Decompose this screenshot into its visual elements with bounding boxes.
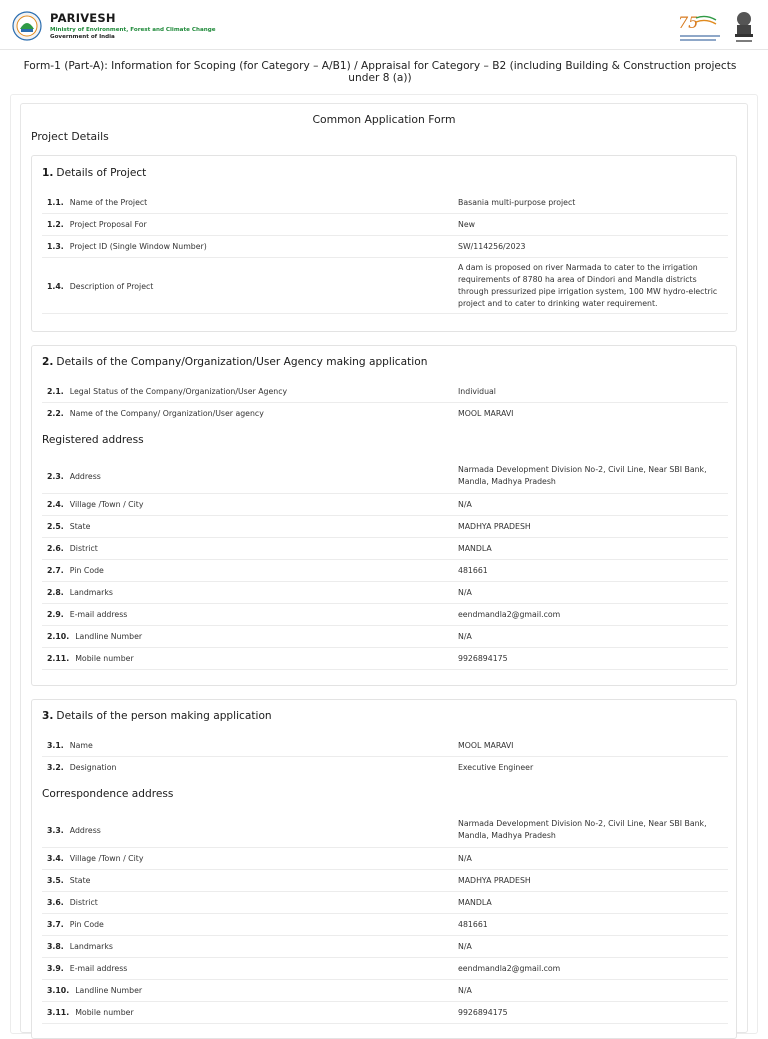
field-text: Pin Code bbox=[69, 920, 104, 929]
field-label bbox=[47, 632, 142, 641]
field-value: MADHYA PRADESH bbox=[458, 522, 531, 531]
table-row bbox=[42, 848, 728, 870]
table-row bbox=[42, 582, 728, 604]
field-text: Village /Town / City bbox=[69, 854, 144, 863]
field-value: Narmada Development Division No-2, Civil Line, Near SBI Bank, Mandla, Madhya Pradesh bbox=[458, 819, 707, 840]
field-text: Landline Number bbox=[75, 986, 143, 995]
section-project-details bbox=[31, 155, 737, 332]
table-row bbox=[42, 494, 728, 516]
table-row bbox=[42, 403, 728, 425]
field-text: Pin Code bbox=[69, 566, 104, 575]
field-label bbox=[47, 876, 90, 885]
field-text: E-mail address bbox=[69, 610, 128, 619]
field-label bbox=[47, 942, 113, 951]
table-row bbox=[42, 560, 728, 582]
field-text: Mobile number bbox=[75, 654, 134, 663]
table-row bbox=[42, 192, 728, 214]
field-value: 9926894175 bbox=[458, 654, 508, 663]
item-number: 3.4. bbox=[47, 854, 64, 863]
item-number: 3.9. bbox=[47, 964, 64, 973]
form-title bbox=[10, 60, 750, 84]
item-number: 2.4. bbox=[47, 500, 64, 509]
project-details-heading: Project Details bbox=[31, 130, 109, 143]
field-value: 9926894175 bbox=[458, 1008, 508, 1017]
item-number: 2.11. bbox=[47, 654, 70, 663]
item-number: 2.5. bbox=[47, 522, 64, 531]
table-row bbox=[42, 626, 728, 648]
item-number: 3.2. bbox=[47, 763, 64, 772]
section-1-title bbox=[42, 167, 146, 179]
field-text: Project Proposal For bbox=[69, 220, 147, 229]
table-row bbox=[42, 1002, 728, 1024]
field-label bbox=[47, 522, 90, 531]
item-number: 2.3. bbox=[47, 472, 64, 481]
item-number: 3.8. bbox=[47, 942, 64, 951]
item-number: 2.2. bbox=[47, 409, 64, 418]
field-label bbox=[47, 544, 98, 553]
item-number: 3.5. bbox=[47, 876, 64, 885]
field-value: MADHYA PRADESH bbox=[458, 876, 531, 885]
table-row bbox=[42, 958, 728, 980]
field-label bbox=[47, 198, 147, 207]
field-text: Project ID (Single Window Number) bbox=[69, 242, 207, 251]
table-row bbox=[42, 458, 728, 494]
site-header bbox=[0, 0, 768, 50]
field-value: MANDLA bbox=[458, 544, 492, 553]
item-number: 2. bbox=[42, 356, 54, 368]
field-text: Details of the person making application bbox=[56, 710, 272, 722]
field-text: District bbox=[69, 898, 98, 907]
table-row bbox=[42, 214, 728, 236]
field-text: Legal Status of the Company/Organization/User Agency bbox=[69, 387, 288, 396]
field-value: MOOL MARAVI bbox=[458, 741, 514, 750]
item-number: 3.3. bbox=[47, 826, 64, 835]
field-text: Mobile number bbox=[75, 1008, 134, 1017]
azadi-ka-amrit-mahotsav-icon bbox=[676, 12, 724, 46]
field-value: New bbox=[458, 220, 476, 229]
field-text: Name bbox=[69, 741, 93, 750]
parivesh-logo-icon[interactable] bbox=[12, 11, 42, 41]
field-text: Village /Town / City bbox=[69, 500, 144, 509]
svg-text:75: 75 bbox=[678, 13, 699, 32]
item-number: 3.6. bbox=[47, 898, 64, 907]
item-number: 1.4. bbox=[47, 282, 64, 291]
item-number: 2.7. bbox=[47, 566, 64, 575]
field-label bbox=[47, 763, 116, 772]
field-value: 481661 bbox=[458, 920, 488, 929]
field-text: Landmarks bbox=[69, 588, 113, 597]
field-value: N/A bbox=[458, 854, 472, 863]
field-value: eendmandla2@gmail.com bbox=[458, 610, 561, 619]
government-name: Government of India bbox=[50, 34, 115, 40]
item-number: 3.10. bbox=[47, 986, 70, 995]
field-value: SW/114256/2023 bbox=[458, 242, 526, 251]
field-label bbox=[47, 282, 153, 291]
table-row bbox=[42, 757, 728, 779]
item-number: 1.2. bbox=[47, 220, 64, 229]
field-label bbox=[47, 500, 143, 509]
field-label bbox=[47, 986, 142, 995]
field-label bbox=[47, 654, 134, 663]
item-number: 3.1. bbox=[47, 741, 64, 750]
table-row bbox=[42, 604, 728, 626]
brand-block bbox=[50, 11, 216, 40]
field-value: Individual bbox=[458, 387, 496, 396]
field-text: Landline Number bbox=[75, 632, 143, 641]
field-value: N/A bbox=[458, 588, 472, 597]
field-label bbox=[47, 920, 104, 929]
field-value: N/A bbox=[458, 632, 472, 641]
item-number: 3.7. bbox=[47, 920, 64, 929]
field-label bbox=[47, 472, 101, 481]
field-label bbox=[47, 1008, 134, 1017]
item-number: 1.1. bbox=[47, 198, 64, 207]
item-number: 2.1. bbox=[47, 387, 64, 396]
field-text: Name of the Company/ Organization/User agency bbox=[69, 409, 264, 418]
item-number: 2.9. bbox=[47, 610, 64, 619]
field-label bbox=[47, 566, 104, 575]
field-text: Details of Project bbox=[56, 167, 147, 179]
field-text: State bbox=[69, 522, 91, 531]
item-number: 2.6. bbox=[47, 544, 64, 553]
field-label bbox=[47, 610, 127, 619]
field-value: MANDLA bbox=[458, 898, 492, 907]
field-value: N/A bbox=[458, 942, 472, 951]
correspondence-address-heading: Correspondence address bbox=[42, 788, 174, 800]
table-row bbox=[42, 870, 728, 892]
field-label bbox=[47, 826, 101, 835]
field-value: Basania multi-purpose project bbox=[458, 198, 576, 207]
form-title-line-1: Form-1 (Part-A): Information for Scoping (for Category – A/B1) / Appraisal for Category – B2 (including Building & Construction projects bbox=[23, 60, 737, 72]
item-number: 2.10. bbox=[47, 632, 70, 641]
field-text: District bbox=[69, 544, 98, 553]
field-value: N/A bbox=[458, 500, 472, 509]
field-label bbox=[47, 220, 147, 229]
table-row bbox=[42, 980, 728, 1002]
field-label bbox=[47, 588, 113, 597]
national-emblem-icon bbox=[731, 10, 757, 46]
field-label bbox=[47, 964, 127, 973]
field-value: Executive Engineer bbox=[458, 763, 534, 772]
field-text: State bbox=[69, 876, 91, 885]
table-row bbox=[42, 648, 728, 670]
field-value: eendmandla2@gmail.com bbox=[458, 964, 561, 973]
section-2-title bbox=[42, 356, 427, 368]
field-text: Address bbox=[69, 472, 101, 481]
table-row bbox=[42, 516, 728, 538]
brand-name: PARIVESH bbox=[50, 11, 116, 25]
section-applicant-details bbox=[31, 699, 737, 1039]
field-text: Address bbox=[69, 826, 101, 835]
field-value: A dam is proposed on river Narmada to cater to the irrigation requirements of 8780 ha area of Dindori and Mandla districts through pressurized pipe irrigation system, 100 MW hydro-electric project and to cater to drinking water requirement. bbox=[458, 263, 718, 308]
registered-address-heading: Registered address bbox=[42, 434, 144, 446]
table-row bbox=[42, 258, 728, 314]
table-row bbox=[42, 812, 728, 848]
field-text: Details of the Company/Organization/User Agency making application bbox=[56, 356, 428, 368]
table-row bbox=[42, 236, 728, 258]
table-row bbox=[42, 892, 728, 914]
section-company-details bbox=[31, 345, 737, 686]
field-text: E-mail address bbox=[69, 964, 128, 973]
ministry-name: Ministry of Environment, Forest and Climate Change bbox=[50, 27, 216, 33]
form-heading: Common Application Form bbox=[312, 113, 456, 126]
field-label bbox=[47, 387, 287, 396]
field-label bbox=[47, 898, 98, 907]
field-text: Landmarks bbox=[69, 942, 113, 951]
section-3-title bbox=[42, 710, 272, 722]
field-label bbox=[47, 409, 264, 418]
field-label bbox=[47, 854, 143, 863]
form-title-line-2: under 8 (a)) bbox=[348, 72, 412, 84]
field-text: Designation bbox=[69, 763, 117, 772]
table-row bbox=[42, 936, 728, 958]
table-row bbox=[42, 538, 728, 560]
field-label bbox=[47, 741, 93, 750]
field-text: Name of the Project bbox=[69, 198, 148, 207]
table-row bbox=[42, 381, 728, 403]
table-row bbox=[42, 914, 728, 936]
item-number: 1. bbox=[42, 167, 54, 179]
field-text: Description of Project bbox=[69, 282, 154, 291]
item-number: 3.11. bbox=[47, 1008, 70, 1017]
item-number: 3. bbox=[42, 710, 54, 722]
table-row bbox=[42, 735, 728, 757]
field-value: N/A bbox=[458, 986, 472, 995]
field-label bbox=[47, 242, 207, 251]
field-value: MOOL MARAVI bbox=[458, 409, 514, 418]
item-number: 2.8. bbox=[47, 588, 64, 597]
item-number: 1.3. bbox=[47, 242, 64, 251]
field-value: 481661 bbox=[458, 566, 488, 575]
field-value: Narmada Development Division No-2, Civil Line, Near SBI Bank, Mandla, Madhya Pradesh bbox=[458, 465, 707, 486]
